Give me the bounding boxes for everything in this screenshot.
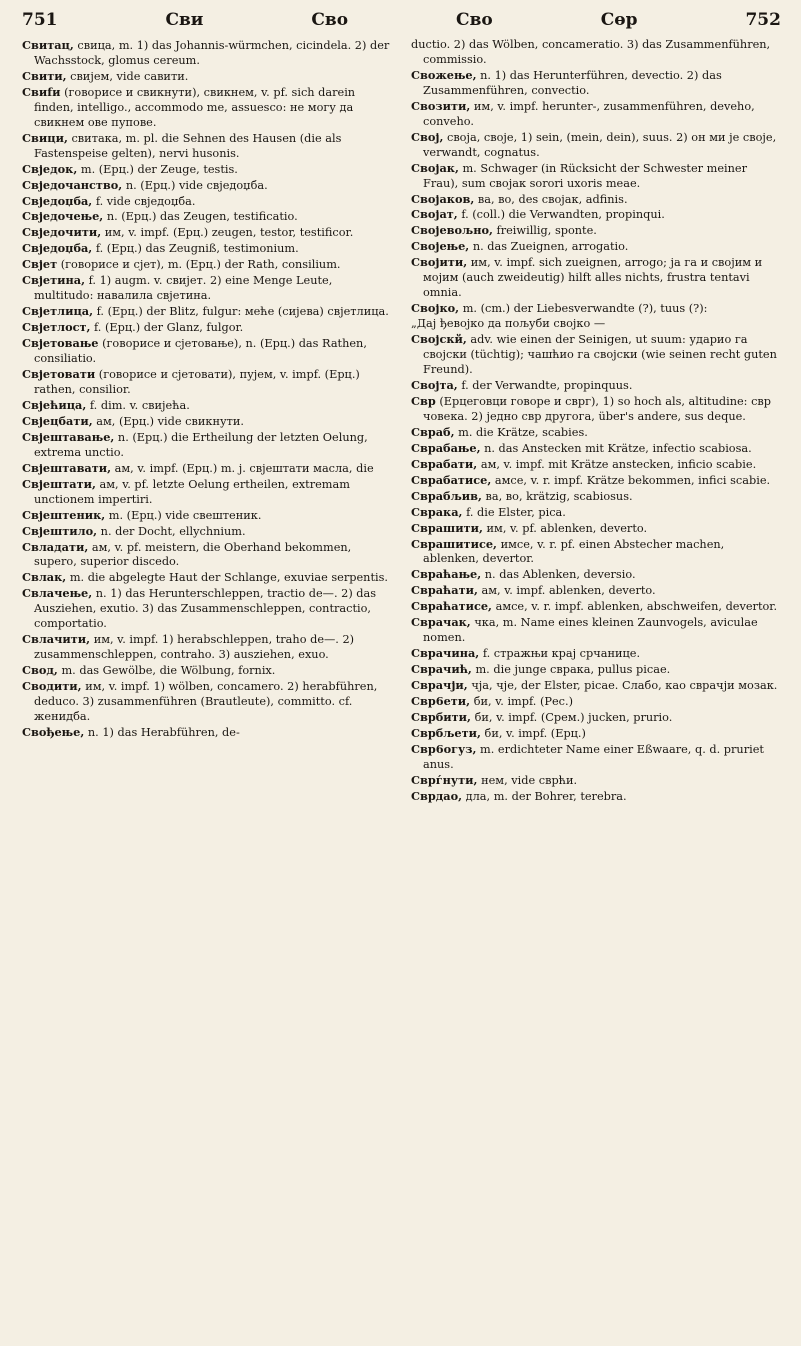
left-column (22, 38, 391, 805)
entry-definition: ва, во, krätzig, scabiosus. (485, 489, 633, 503)
dictionary-entry (22, 304, 391, 320)
dictionary-entry (22, 663, 391, 679)
entry-headword: Свјет (22, 257, 58, 272)
entry-definition: f. стражњи крај срчанице. (482, 647, 641, 661)
entry-headword: Сврашитисе, (411, 536, 497, 551)
entry-definition: имсе, v. r. pf. einen Abstecher machen, ablenken, devertor. (423, 537, 725, 566)
entry-headword: Сврабати, (411, 456, 478, 471)
entry-definition: m. (cm.) der Liebesverwandte (?), tuus (?): (462, 302, 708, 316)
entry-definition: m. das Gewölbe, die Wölbung, fornix. (61, 664, 276, 678)
guide-word-3: Сво (456, 10, 493, 30)
entry-definition: n. das Anstecken mit Krätze, infectio scabiosa. (484, 441, 752, 455)
dictionary-entry (411, 239, 780, 255)
entry-headword: Својат, (411, 207, 458, 222)
entry-headword: Свиfи (22, 84, 61, 99)
entry-definition: f. (coll.) die Verwandten, propinqui. (461, 208, 665, 222)
entry-headword: Свитац, (22, 38, 74, 52)
entry-definition: m. (Ерц.) der Zeuge, testis. (80, 162, 238, 176)
entry-headword: Својевољно, (411, 223, 493, 238)
dictionary-entry (411, 599, 780, 615)
entry-definition: би, v. impf. (Срем.) jucken, prurio. (474, 710, 673, 724)
entry-headword: Свити, (22, 68, 67, 83)
entry-headword: Свици, (22, 130, 68, 145)
entry-headword: Сврабатисе, (411, 472, 492, 487)
dictionary-entry (411, 567, 780, 583)
entry-definition: m. die Krätze, scabies. (458, 425, 588, 439)
dictionary-entry (411, 646, 780, 662)
entry-definition: ам, v. impf. ablenken, deverto. (481, 584, 656, 598)
entry-headword: Свјетина, (22, 273, 86, 288)
dictionary-entry (411, 678, 780, 694)
dictionary-entry (22, 38, 391, 69)
entry-definition: n. das Zueignen, arrogatio. (472, 240, 629, 254)
dictionary-entry (22, 273, 391, 304)
dictionary-entry (411, 789, 780, 805)
dictionary-entry (22, 586, 391, 632)
entry-definition: (говорисе и сјетовање), n. (Ерц.) das Rathen, consiliatio. (34, 337, 367, 366)
right-column (411, 38, 780, 805)
entry-definition: им, v. pf. ablenken, deverto. (486, 521, 648, 535)
entry-definition: (говорисе и сјетовати), пујем, v. impf. (Ерц.) rathen, consilior. (34, 368, 360, 396)
entry-headword: Својскй, (411, 332, 467, 347)
entry-definition: своја, своје, 1) sein, (mein, dein), suus. 2) он ми је своје, verwandt, cognatus. (423, 130, 777, 159)
entry-definition: f. (Ерц.) das Zeugniß, testimonium. (95, 242, 299, 256)
entry-definition: ва, во, des својак, adfinis. (477, 192, 628, 206)
entry-headword: Свједок, (22, 161, 78, 176)
dictionary-entry (411, 394, 780, 425)
dictionary-entry (411, 68, 780, 99)
entry-headword: Свлак, (22, 570, 67, 585)
entry-headword: Свјецбати, (22, 413, 93, 428)
entry-headword: Својта, (411, 377, 458, 392)
entry-definition: нем, vide сврћи. (481, 773, 578, 787)
dictionary-entry (22, 725, 391, 741)
entry-definition: свица, m. 1) das Johannis-würmchen, cicindela. 2) der Wachsstock, glomus cereum. (34, 39, 390, 67)
entry-headword: Свјештило, (22, 523, 98, 538)
entry-definition: n. das Ablenken, deversio. (484, 568, 636, 582)
entry-definition: би, v. impf. (Ерц.) (484, 726, 586, 740)
entry-headword: Својити, (411, 255, 468, 270)
entry-definition: „Дај ђевојко да пољуби својко — (411, 317, 606, 331)
entry-headword: Сврбљети, (411, 725, 481, 740)
entry-headword: Свједоџба, (22, 193, 93, 208)
entry-definition: n. 1) das Herabführen, de- (87, 725, 240, 739)
dictionary-entry (411, 742, 780, 773)
entry-headword: Сврбити, (411, 709, 471, 724)
entry-headword: Свр6ети, (411, 694, 471, 709)
entry-headword: Свјетовање (22, 336, 99, 351)
entry-headword: Сврaћати, (411, 583, 478, 598)
entry-headword: Свјештати, (22, 476, 96, 491)
entry-definition: f. (Ерц.) der Blitz, fulgur: меће (сијева) свјетлица. (96, 305, 389, 319)
dictionary-entry (22, 69, 391, 85)
dictionary-entry (22, 257, 391, 273)
entry-headword: Свјећица, (22, 397, 87, 412)
entry-headword: Својак, (411, 160, 459, 175)
entry-definition: n. (Ерц.) vide свједоџба. (125, 178, 268, 192)
dictionary-entry (411, 505, 780, 521)
dictionary-entry (411, 489, 780, 505)
entry-headword: Сврабање, (411, 440, 481, 455)
entry-headword: Сврачак, (411, 615, 471, 630)
entry-definition: им, v. impf. 1) herabschleppen, traho de—. 2) zusammenschleppen, contraho. 3) ausziehen, exuo. (34, 633, 355, 662)
entry-definition: свитака, m. pl. die Sehnen des Hausen (die als Fastenspeise gelten), nervi husonis. (34, 131, 342, 160)
dictionary-entry (411, 441, 780, 457)
entry-definition: ам, v. pf. meistern, die Oberhand bekommen, supero, superior discedo. (34, 540, 352, 569)
entry-headword: Сврaћатисе, (411, 599, 492, 614)
dictionary-entry (22, 477, 391, 508)
entry-definition: f. vide свједоџба. (95, 194, 196, 208)
entry-headword: Свјетлост, (22, 320, 91, 335)
entry-headword: Сврака, (411, 504, 463, 519)
dictionary-entry (22, 632, 391, 663)
entry-definition: m. die junge сврака, pullus picae. (475, 663, 671, 677)
entry-headword: Свједочанство, (22, 177, 123, 192)
entry-headword: Својење, (411, 239, 470, 254)
entry-headword: Сврѓнути, (411, 772, 478, 787)
dictionary-entry (22, 367, 391, 398)
entry-definition: им, v. impf. (Ерц.) zeugen, testor, testificor. (104, 226, 354, 240)
dictionary-entry (411, 317, 780, 332)
entry-definition: f. 1) augm. v. свијет. 2) eine Menge Leute, multitudo: навалила свјетина. (34, 274, 333, 303)
dictionary-entry (22, 430, 391, 461)
entry-definition: ам, v. pf. letzte Oelung ertheilen, extremam unctionem impertiri. (34, 477, 350, 506)
dictionary-entry (22, 225, 391, 241)
entry-definition: им, v. impf. 1) wölben, concamero. 2) herabführen, deduco. 3) zusammenführen (Brautleute), committo. cf. женидба. (34, 680, 378, 723)
entry-headword: Сврачји, (411, 678, 468, 693)
dictionary-entry (22, 461, 391, 477)
dictionary-entry (411, 537, 780, 568)
entry-definition: им, v. impf. herunter-, zusammenführen, deveho, conveho. (423, 99, 755, 128)
dictionary-entry (22, 414, 391, 430)
entry-definition: adv. wie einen der Seinigen, ut suum: ударио га својски (tüchtig); чашћио га својски (wie seinen recht guten Freund). (423, 333, 777, 377)
entry-headword: Свођење, (22, 724, 85, 739)
dictionary-entry (411, 773, 780, 789)
entry-definition: им, v. impf. sich zueignen, arrogo; ја га и својим и мојим (auch zweideutig) hilft alles nichts, frustra tentavi omnia. (423, 256, 763, 300)
entry-headword: Свјетлица, (22, 304, 94, 319)
dictionary-entry (411, 192, 780, 208)
dictionary-entry (22, 320, 391, 336)
dictionary-entry (411, 615, 780, 646)
guide-word-1: Сви (165, 10, 204, 30)
dictionary-entry (22, 398, 391, 414)
dictionary-entry (411, 161, 780, 192)
entry-definition: f. dim. v. свијећа. (89, 398, 190, 412)
entry-headword: Свјештавати, (22, 460, 112, 475)
dictionary-entry (22, 241, 391, 257)
entry-headword: Сврашити, (411, 520, 483, 535)
dictionary-entry (22, 570, 391, 586)
dictionary-entry (22, 209, 391, 225)
dictionary-entry (22, 162, 391, 178)
entry-definition: n. 1) das Herunterführen, devectio. 2) das Zusammenführen, convectio. (423, 68, 722, 97)
entry-headword: Својаков, (411, 191, 475, 206)
entry-definition: n. 1) das Herunterschleppen, tractio de—. 2) das Ausziehen, exutio. 3) das Zusammenschleppen, contractio, comportatio. (34, 587, 377, 631)
entry-definition: f. die Elster, pica. (466, 505, 566, 519)
entry-definition: freiwillig, sponte. (496, 224, 597, 238)
entry-headword: Свр (411, 393, 436, 408)
entry-definition: (Ерцеговци говоре и сврг), 1) so hoch als, altitudine: свр човека. 2) једно свр другога, über's andere, sus deque. (423, 394, 771, 423)
entry-definition: f. (Ерц.) der Glanz, fulgor. (94, 321, 244, 335)
entry-headword: Свод, (22, 663, 58, 678)
entry-headword: Сврачић, (411, 662, 472, 677)
columns (22, 38, 781, 805)
entry-definition: чја, чје, der Elster, picae. Слабо, као сврачји мозак. (471, 679, 778, 693)
entry-definition: n. (Ерц.) das Zeugen, testificatio. (106, 210, 298, 224)
entry-headword: Свједочење, (22, 209, 104, 224)
entry-headword: Сврaћање, (411, 567, 482, 582)
entry-definition: свијем, vide савити. (70, 69, 189, 83)
entry-headword: Свлачити, (22, 632, 91, 647)
page-number-right: 752 (745, 10, 781, 30)
entry-headword: Сводити, (22, 679, 82, 694)
dictionary-entry (22, 679, 391, 725)
dictionary-entry (411, 710, 780, 726)
page-number-left: 751 (22, 10, 58, 30)
entry-definition: (говорисе и сјет), m. (Ерц.) der Rath, consilium. (60, 258, 341, 272)
entry-headword: Сврачина, (411, 646, 480, 661)
dictionary-entry (411, 694, 780, 710)
dictionary-entry (411, 457, 780, 473)
guide-word-2: Сво (311, 10, 349, 30)
entry-definition: m. (Ерц.) vide свештеник. (108, 508, 262, 522)
entry-headword: Свједоџба, (22, 241, 93, 256)
entry-headword: Свјештавање, (22, 429, 115, 444)
dictionary-entry (411, 99, 780, 130)
dictionary-entry (22, 540, 391, 571)
entry-definition: ам, (Ерц.) vide свикнути. (96, 414, 245, 428)
entry-headword: Свладати, (22, 539, 89, 554)
dictionary-entry (411, 38, 780, 68)
entry-headword: Сврдао, (411, 788, 463, 803)
entry-definition: би, v. impf. (Рес.) (473, 695, 573, 709)
entry-headword: Сврабљив, (411, 488, 482, 503)
dictionary-entry (411, 301, 780, 317)
entry-headword: Свожење, (411, 67, 477, 82)
entry-headword: Свјештеник, (22, 507, 106, 522)
dictionary-entry (411, 207, 780, 223)
entry-headword: Својко, (411, 301, 460, 316)
entry-definition: n. der Docht, ellychnium. (100, 524, 246, 538)
dictionary-entry (411, 255, 780, 301)
entry-definition: m. Schwager (in Rücksicht der Schwester meiner Frau), sum својак sorori uxoris meae. (423, 161, 747, 190)
dictionary-entry (411, 378, 780, 394)
entry-definition: амсе, v. r. impf. Krätze bekommen, infici scabie. (494, 473, 771, 487)
entry-definition: n. (Ерц.) die Ertheilung der letzten Oelung, extrema unctio. (34, 430, 368, 459)
entry-definition: f. der Verwandte, propinquus. (461, 378, 633, 392)
entry-headword: Свједочити, (22, 225, 102, 240)
entry-definition: m. die abgelegte Haut der Schlange, exuviae serpentis. (69, 571, 388, 585)
dictionary-entry (22, 85, 391, 131)
dictionary-entry (411, 223, 780, 239)
entry-definition: ам, v. impf. (Ерц.) m. j. свјештати масла, die (114, 461, 374, 475)
dictionary-entry (411, 521, 780, 537)
entry-definition: ам, v. impf. mit Krätze anstecken, inficio scabie. (480, 457, 757, 471)
dictionary-entry (411, 583, 780, 599)
dictionary-entry (22, 131, 391, 162)
entry-headword: Свлачење, (22, 586, 93, 601)
dictionary-entry (411, 425, 780, 441)
entry-definition: амсе, v. r. impf. ablenken, abschweifen, devertor. (495, 600, 778, 614)
entry-headword: Свраб, (411, 424, 455, 439)
entry-definition: m. erdichteter Name einer Eßwaare, q. d. pruriet anus. (423, 742, 764, 771)
entry-headword: Свој, (411, 129, 444, 144)
dictionary-entry (411, 473, 780, 489)
dictionary-entry (411, 130, 780, 161)
dictionary-entry (22, 524, 391, 540)
dictionary-entry (411, 726, 780, 742)
page-header (22, 10, 781, 36)
dictionary-entry (22, 178, 391, 194)
entry-headword: Свр6огуз, (411, 741, 477, 756)
entry-definition: дла, m. der Bohrer, terebra. (465, 789, 627, 803)
entry-definition: ductio. 2) das Wölben, concameratio. 3) das Zusammenführen, commissio. (411, 38, 771, 66)
entry-headword: Свозити, (411, 98, 471, 113)
dictionary-entry (411, 662, 780, 678)
dictionary-entry (22, 508, 391, 524)
entry-definition: чка, m. Name eines kleinen Zaunvogels, aviculae nomen. (423, 616, 758, 645)
entry-headword: Свјетовати (22, 367, 96, 382)
dictionary-entry (411, 332, 780, 378)
guide-word-4: Сөр (600, 10, 638, 30)
dictionary-entry (22, 194, 391, 210)
entry-definition: (говорисе и свикнути), свикнем, v. pf. sich darein finden, intelligo., accommodo me, assuesco: не могу да свикнем ове пупове. (34, 85, 356, 129)
dictionary-entry (22, 336, 391, 367)
